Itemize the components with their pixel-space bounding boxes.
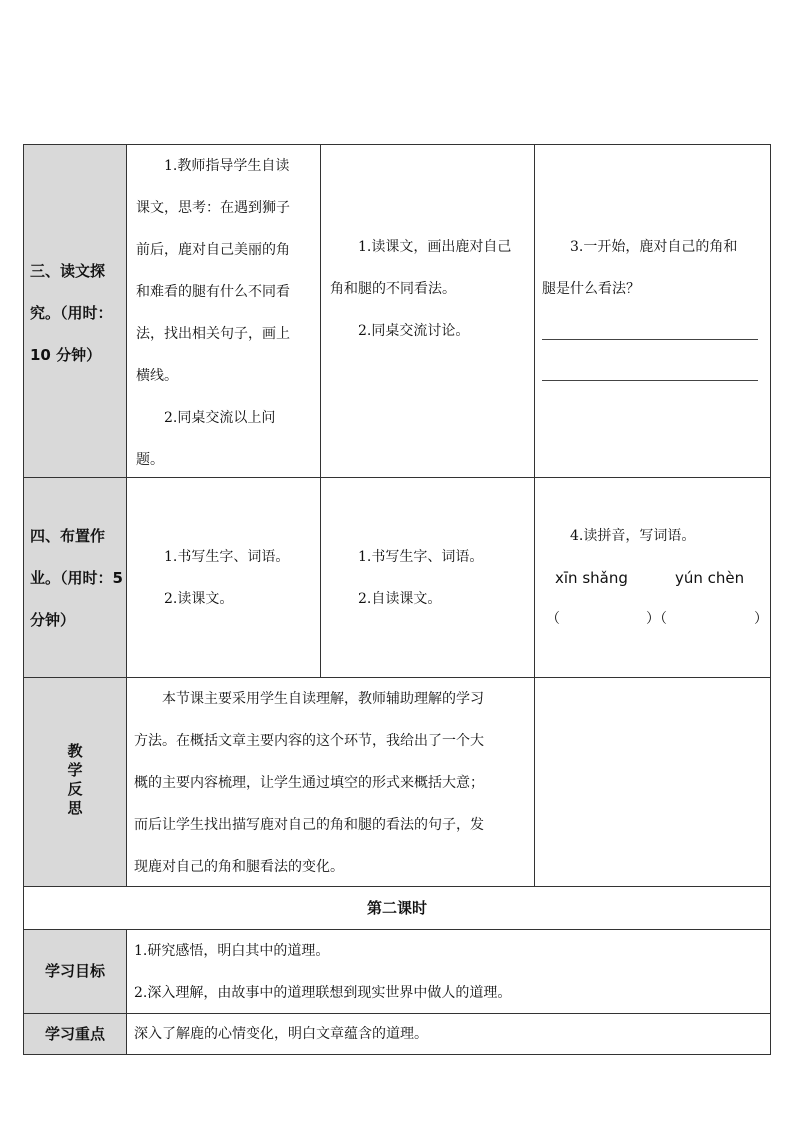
answer-paren-separator[interactable]: ）（ [646, 611, 667, 627]
text-line: 角和腿的不同看法。 [330, 281, 456, 297]
text-line: 本节课主要采用学生自读理解，教师辅助理解的学习 [162, 691, 484, 707]
text-line: 2.读课文。 [164, 591, 234, 607]
section4-label [30, 515, 124, 641]
reflection-label-char: 反 [67, 780, 83, 798]
text-line: 而后让学生找出描写鹿对自己的角和腿的看法的句子，发 [134, 817, 484, 833]
text-line: 课文，思考：在遇到狮子 [136, 200, 290, 216]
answer-blank-line[interactable] [542, 339, 758, 340]
text-line: 2.同桌交流讨论。 [358, 323, 470, 339]
section4-label-line: 业。（用时：5 [30, 569, 123, 587]
section4-student-activity [330, 536, 532, 620]
text-line: 1.研究感悟，明白其中的道理。 [134, 943, 330, 959]
section3-teacher-activity [136, 145, 318, 481]
text-line: 2.自读课文。 [358, 591, 442, 607]
section3-student-activity [330, 226, 532, 352]
text-line: 法，找出相关句子，画上 [136, 326, 290, 342]
text-line: 前后，鹿对自己美丽的角 [136, 242, 290, 258]
answer-paren-close[interactable]: ） [754, 611, 768, 627]
text-line: 2.同桌交流以上问 [164, 410, 276, 426]
text-line: 概的主要内容梳理，让学生通过填空的形式来概括大意； [134, 775, 484, 791]
text-line: 方法。在概括文章主要内容的这个环节，我给出了一个大 [134, 733, 484, 749]
answer-paren-open[interactable]: （ [546, 611, 560, 627]
key-text: 深入了解鹿的心情变化，明白文章蕴含的道理。 [134, 1026, 428, 1042]
text-line: 4.读拼音，写词语。 [570, 528, 696, 544]
text-line: 题。 [136, 452, 164, 468]
reflection-text [134, 678, 532, 888]
section4-label-line: 分钟） [30, 611, 76, 629]
section4-exercise-prompt [542, 515, 768, 557]
text-line: 2.深入理解，由故事中的道理联想到现实世界中做人的道理。 [134, 985, 512, 1001]
text-line: 1.书写生字、词语。 [164, 549, 290, 565]
goals-label: 学习目标 [44, 962, 105, 980]
section3-label-line: 10 分钟） [30, 346, 102, 364]
reflection-label-char: 学 [67, 761, 83, 779]
lesson2-title: 第二课时 [366, 899, 427, 917]
reflection-label-char: 思 [67, 799, 83, 817]
text-line: 现鹿对自己的角和腿看法的变化。 [134, 859, 344, 875]
answer-blank-line[interactable] [542, 380, 758, 381]
text-line: 横线。 [136, 368, 178, 384]
text-line: 1.书写生字、词语。 [358, 549, 484, 565]
pinyin-2: yún chèn [675, 569, 745, 587]
text-line: 腿是什么看法？ [542, 281, 640, 297]
section3-label-line: 究。（用时： [30, 304, 113, 322]
text-line: 和难看的腿有什么不同看 [136, 284, 290, 300]
text-line: 1.教师指导学生自读 [164, 158, 290, 174]
section3-exercise [542, 226, 768, 310]
text-line: 3.一开始，鹿对自己的角和 [570, 239, 738, 255]
section4-teacher-activity [136, 536, 318, 620]
section3-label [30, 250, 124, 376]
goals-text [134, 930, 764, 1014]
section4-label-line: 四、布置作 [30, 527, 106, 545]
pinyin-1: xīn shǎng [555, 569, 628, 587]
key-label: 学习重点 [44, 1025, 105, 1043]
reflection-label-char: 教 [67, 742, 83, 760]
section3-label-line: 三、读文探 [30, 262, 106, 280]
reflection-label [24, 742, 126, 818]
text-line: 1.读课文，画出鹿对自己 [358, 239, 512, 255]
